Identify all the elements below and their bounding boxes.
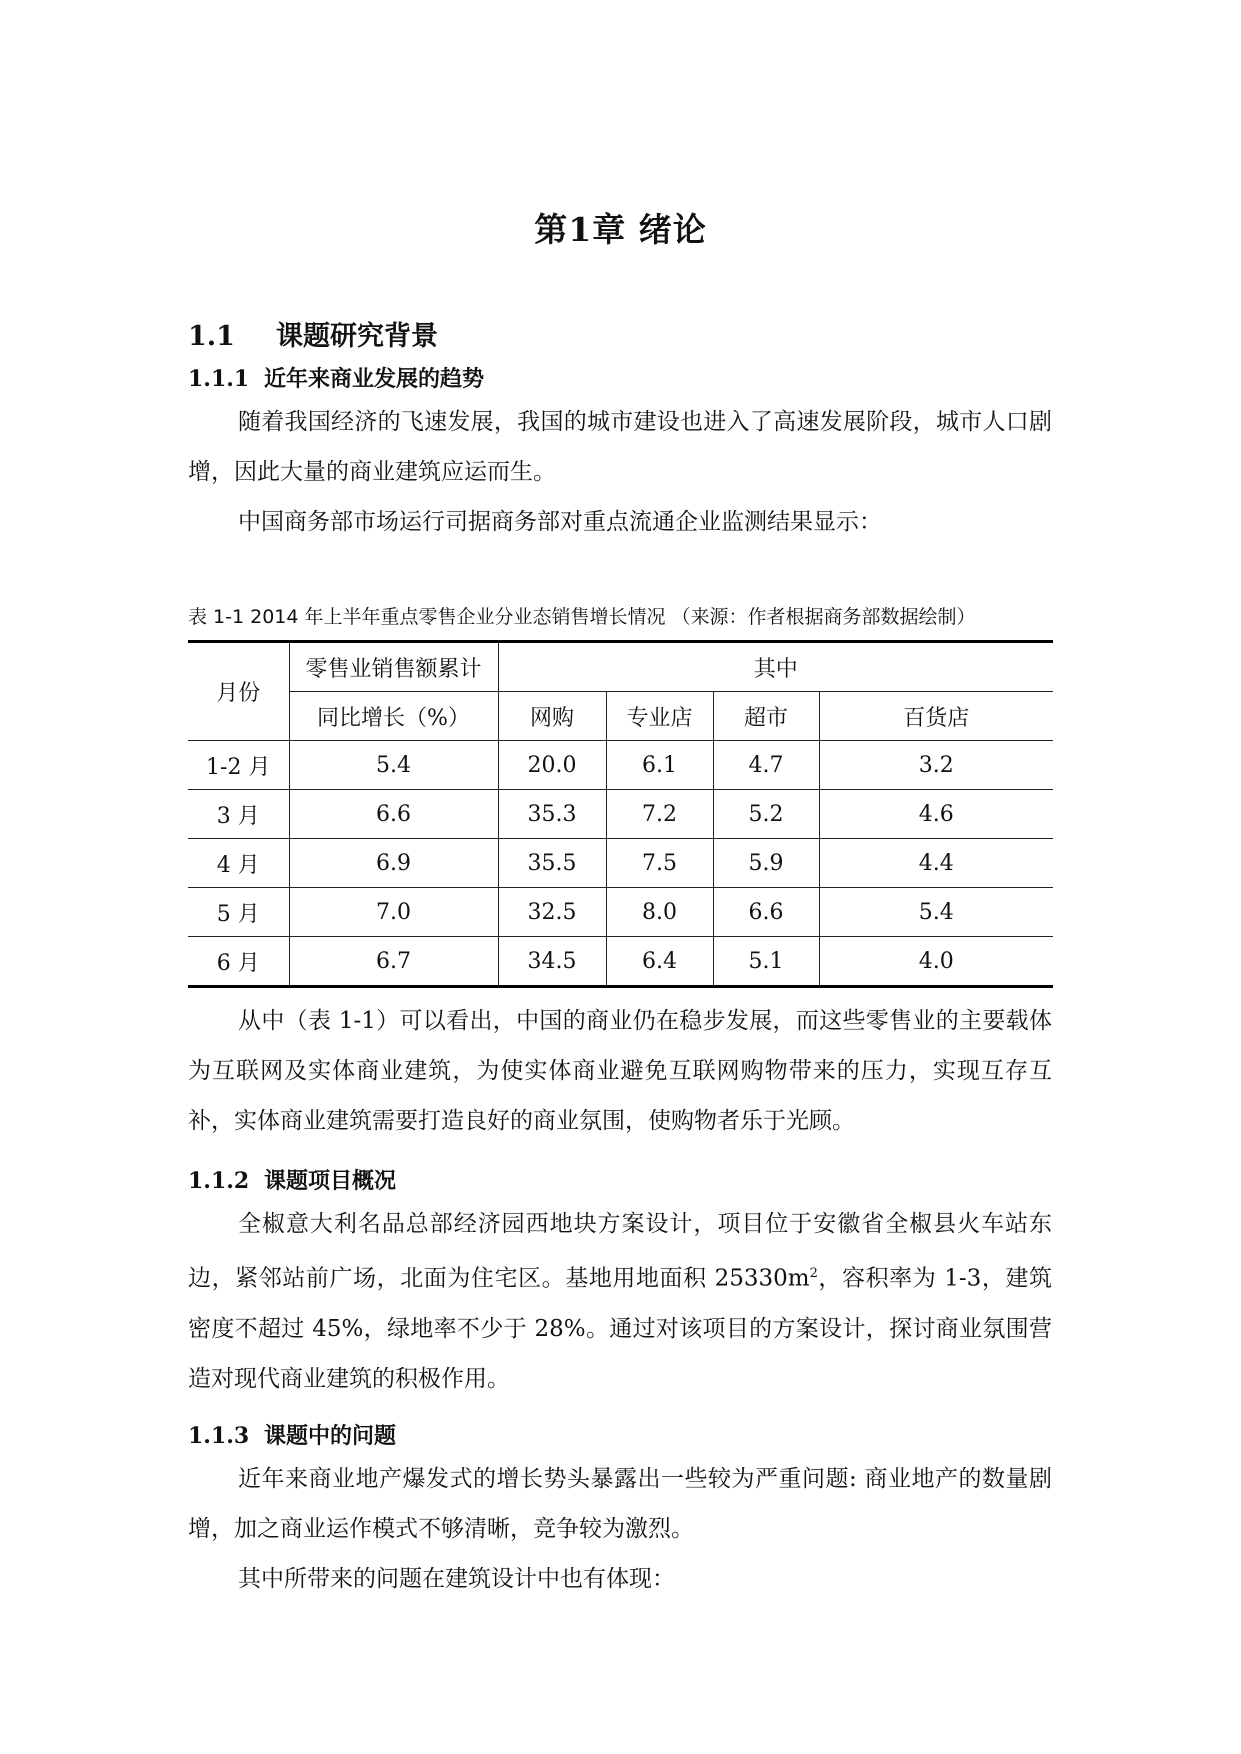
paragraph-4-part2: ，容积率为 1-3，建筑密度不超过 45%，绿地率不少于 28%。通过对该项目的方案设计，探讨商业氛围营造对现代商业建筑的积极作用。 [188, 1265, 1052, 1392]
cell-online: 35.3 [498, 790, 606, 839]
paragraph-3: 从中（表 1-1）可以看出，中国的商业仍在稳步发展，而这些零售业的主要载体为互联网及实体商业建筑，为使实体商业避免互联网购物带来的压力，实现互存互补，实体商业建筑需要打造良好的商业氛围，使购物者乐于光顾。 [188, 1008, 1052, 1134]
table-row [188, 888, 1053, 937]
subsection-title: 课题项目概况 [264, 1168, 397, 1194]
subsection-heading-3 [188, 1419, 396, 1450]
subsection-title: 课题中的问题 [264, 1423, 397, 1449]
cell-supermarket: 5.9 [713, 839, 819, 888]
cell-department: 4.4 [819, 839, 1053, 888]
header-total-line2: 同比增长（%） [289, 692, 498, 741]
subsection-number: 1.1.1 [188, 366, 250, 392]
paragraph-2: 中国商务部市场运行司据商务部对重点流通企业监测结果显示： [238, 509, 882, 535]
superscript: 2 [809, 1266, 818, 1281]
cell-total: 5.4 [289, 741, 498, 790]
sales-growth-table [188, 640, 1053, 988]
cell-online: 34.5 [498, 937, 606, 987]
cell-specialty: 7.5 [606, 839, 713, 888]
cell-department: 3.2 [819, 741, 1053, 790]
cell-month: 1-2 月 [188, 741, 289, 790]
cell-month: 5 月 [188, 888, 289, 937]
cell-supermarket: 6.6 [713, 888, 819, 937]
cell-specialty: 8.0 [606, 888, 713, 937]
table-row [188, 839, 1053, 888]
subsection-heading-2 [188, 1164, 396, 1195]
subsection-number: 1.1.3 [188, 1423, 250, 1449]
paragraph-5: 近年来商业地产爆发式的增长势头暴露出一些较为严重问题: 商业地产的数量剧增，加之商业运作模式不够清晰，竞争较为激烈。 [188, 1466, 1052, 1542]
header-specialty: 专业店 [606, 692, 713, 741]
cell-month: 4 月 [188, 839, 289, 888]
cell-department: 4.0 [819, 937, 1053, 987]
cell-month: 6 月 [188, 937, 289, 987]
cell-specialty: 6.4 [606, 937, 713, 987]
paragraph-6: 其中所带来的问题在建筑设计中也有体现： [238, 1566, 675, 1592]
subsection-heading-1 [188, 362, 484, 393]
cell-supermarket: 4.7 [713, 741, 819, 790]
section-title: 课题研究背景 [276, 321, 438, 352]
section-number: 1.1 [188, 321, 235, 352]
table-caption: 表 1-1 2014 年上半年重点零售企业分业态销售增长情况 （来源：作者根据商务部数据绘制） [188, 606, 976, 628]
cell-total: 6.9 [289, 839, 498, 888]
cell-total: 7.0 [289, 888, 498, 937]
cell-month: 3 月 [188, 790, 289, 839]
table-row [188, 937, 1053, 987]
table-header-row [188, 642, 1053, 692]
header-online: 网购 [498, 692, 606, 741]
cell-department: 5.4 [819, 888, 1053, 937]
cell-online: 35.5 [498, 839, 606, 888]
chapter-title: 第1章 绪论 [534, 210, 707, 249]
cell-total: 6.6 [289, 790, 498, 839]
header-department: 百货店 [819, 692, 1053, 741]
cell-department: 4.6 [819, 790, 1053, 839]
paragraph-4 [188, 1199, 1052, 1404]
cell-supermarket: 5.2 [713, 790, 819, 839]
cell-supermarket: 5.1 [713, 937, 819, 987]
paragraph-4-part1: 全椒意大利名品总部经济园西地块方案设计，项目位于安徽省全椒县火车站东边，紧邻站前广场，北面为住宅区。基地用地面积 25330m [188, 1211, 1052, 1292]
cell-online: 20.0 [498, 741, 606, 790]
section-heading [188, 314, 438, 353]
header-group: 其中 [498, 642, 1053, 692]
header-month: 月份 [188, 642, 289, 741]
header-supermarket: 超市 [713, 692, 819, 741]
table-subheader-row [188, 692, 1053, 741]
subsection-title: 近年来商业发展的趋势 [264, 366, 485, 392]
cell-total: 6.7 [289, 937, 498, 987]
table-row [188, 790, 1053, 839]
cell-online: 32.5 [498, 888, 606, 937]
header-total-line1: 零售业销售额累计 [289, 642, 498, 692]
cell-specialty: 6.1 [606, 741, 713, 790]
subsection-number: 1.1.2 [188, 1168, 250, 1194]
cell-specialty: 7.2 [606, 790, 713, 839]
paragraph-1: 随着我国经济的飞速发展，我国的城市建设也进入了高速发展阶段，城市人口剧增，因此大量的商业建筑应运而生。 [188, 409, 1052, 485]
table-row [188, 741, 1053, 790]
